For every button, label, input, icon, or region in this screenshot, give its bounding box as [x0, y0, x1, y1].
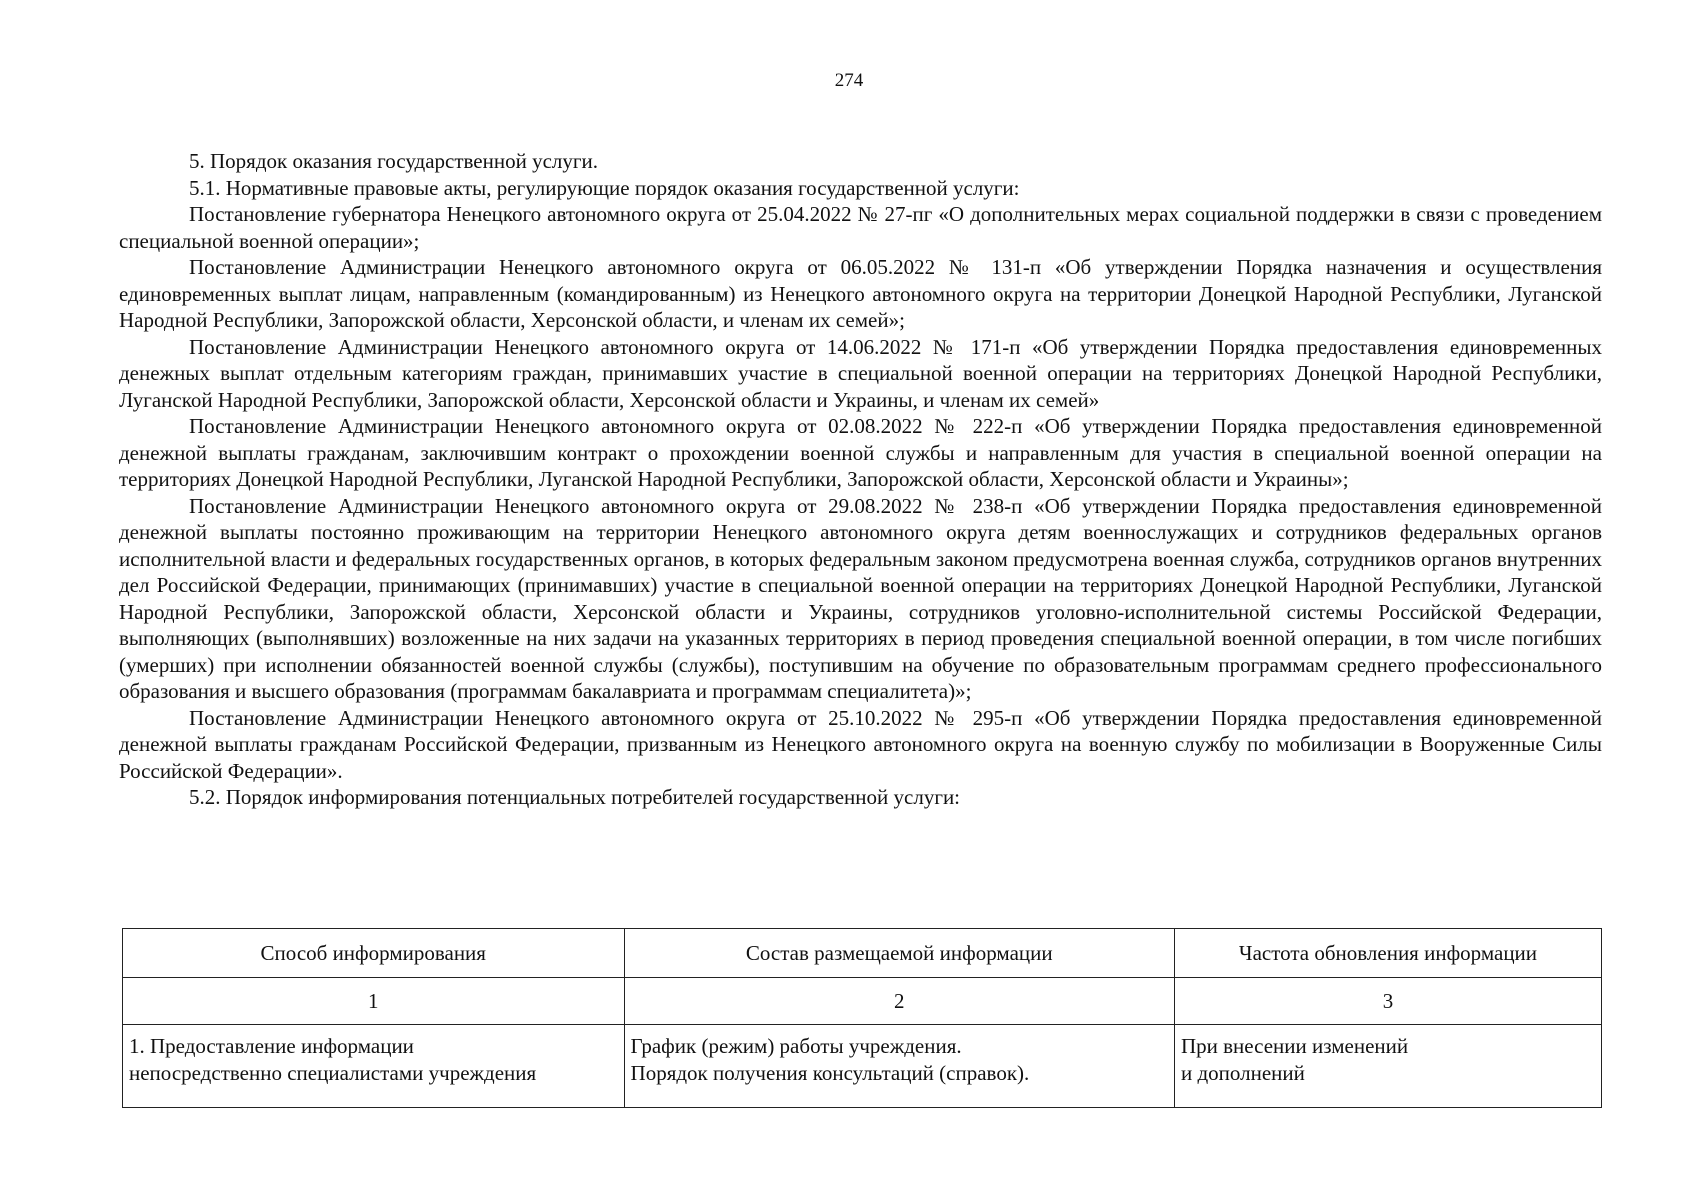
table-header-row — [123, 929, 1602, 978]
information-table — [122, 928, 1602, 1108]
table-number-cell: 3 — [1174, 978, 1601, 1025]
cell-line: График (режим) работы учреждения. — [630, 1034, 962, 1058]
table-cell — [1174, 1025, 1601, 1108]
legal-act-paragraph: Постановление Администрации Ненецкого автономного округа от 02.08.2022 № 222-п «Об утверждении Порядка предоставления единовременной денежной выплаты гражданам, заключившим контракт о прохождении военной службы и направленным для участия в специальной военной операции на территориях Донецкой Народной Республики, Луганской Народной Республики, Запорожской области, Херсонской области и Украины»; — [119, 414, 1602, 491]
legal-act-paragraph: Постановление губернатора Ненецкого автономного округа от 25.04.2022 № 27-пг «О дополнительных мерах социальной поддержки в связи с проведением специальной военной операции»; — [119, 202, 1602, 253]
cell-line: При внесении изменений — [1180, 1034, 1409, 1058]
table-row — [123, 1025, 1602, 1108]
subsection-heading: 5.2. Порядок информирования потенциальных потребителей государственной услуги: — [189, 785, 961, 809]
subsection-heading: 5.1. Нормативные правовые акты, регулирующие порядок оказания государственной услуги: — [189, 175, 1020, 200]
table-cell — [123, 1025, 625, 1108]
table-header-cell: Состав размещаемой информации — [624, 929, 1174, 978]
section-heading: 5. Порядок оказания государственной услуги. — [189, 149, 598, 173]
legal-act-paragraph: Постановление Администрации Ненецкого автономного округа от 14.06.2022 № 171-п «Об утверждении Порядка предоставления единовременных денежных выплат отдельным категориям граждан, принимавших участие в специальной военной операции на территориях Донецкой Народной Республики, Луганской Народной Республики, Запорожской области, Херсонской области и Украины, и членам их семей» — [119, 334, 1602, 412]
cell-line: 1. Предоставление информации — [129, 1034, 414, 1058]
page-number: 274 — [834, 70, 864, 91]
cell-line: непосредственно специалистами учреждения — [129, 1061, 537, 1085]
cell-line: и дополнений — [1180, 1061, 1305, 1085]
table-header-cell: Частота обновления информации — [1174, 929, 1601, 978]
table-number-cell: 1 — [123, 978, 625, 1025]
table-number-row — [123, 978, 1602, 1025]
legal-act-paragraph: Постановление Администрации Ненецкого автономного округа от 29.08.2022 № 238-п «Об утверждении Порядка предоставления единовременной денежной выплаты постоянно проживающим на территории Ненецкого автономного округа детям военнослужащих и сотрудников федеральных органов исполнительной власти и федеральных государственных органов, в которых федеральным законом предусмотрена военная служба, сотрудников органов внутренних дел Российской Федерации, принимающих (принимавших) участие в специальной военной операции на территориях Донецкой Народной Республики, Луганской Народной Республики, Запорожской области, Херсонской области и Украины, сотрудников уголовно-исполнительной системы Российской Федерации, выполняющих (выполнявших) возложенные на них задачи на указанных территориях в период проведения специальной военной операции, в том числе погибших (умерших) при исполнении обязанностей военной службы (службы), поступившим на обучение по образовательным программам среднего профессионального образования и высшего образования (программам бакалавриата и программам специалитета)»; — [119, 493, 1602, 703]
document-body — [119, 148, 1602, 811]
legal-act-paragraph: Постановление Администрации Ненецкого автономного округа от 06.05.2022 № 131-п «Об утверждении Порядка назначения и осуществления единовременных выплат лицам, направленным (командированным) из Ненецкого автономного округа на территории Донецкой Народной Республики, Луганской Народной Республики, Запорожской области, Херсонской области, и членам их семей»; — [119, 255, 1602, 332]
legal-act-paragraph: Постановление Администрации Ненецкого автономного округа от 25.10.2022 № 295-п «Об утверждении Порядка предоставления единовременной денежной выплаты гражданам Российской Федерации, призванным из Ненецкого автономного округа на военную службу по мобилизации в Вооруженные Силы Российской Федерации». — [119, 705, 1602, 783]
table-number-cell: 2 — [624, 978, 1174, 1025]
cell-line: Порядок получения консультаций (справок). — [630, 1061, 1030, 1085]
table-header-cell: Способ информирования — [123, 929, 625, 978]
table-cell — [624, 1025, 1174, 1108]
